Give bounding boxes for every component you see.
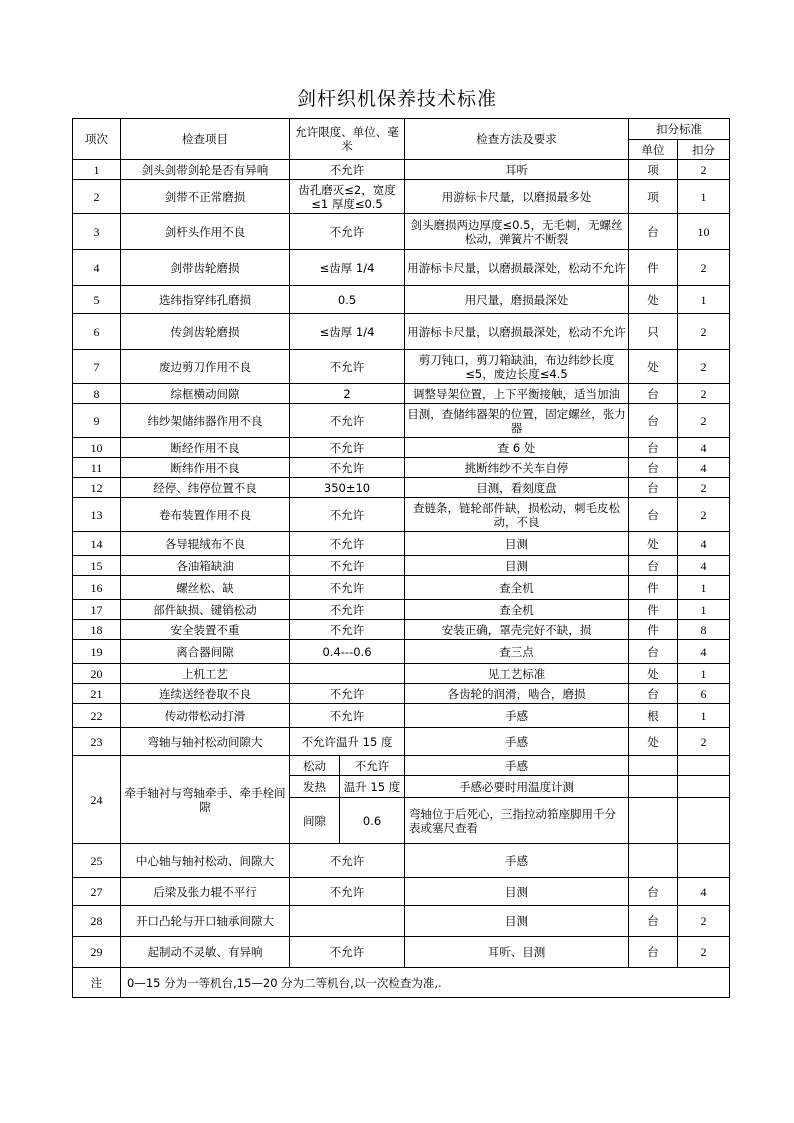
row-method: 安装正确，罩壳完好不缺，损 [405,620,629,640]
row-unit: 件 [629,576,678,600]
table-row [73,250,730,286]
row-limit: 不允许 [290,532,405,556]
row-method: 手感 [405,704,629,728]
row-limit: 不允许 [290,878,405,906]
row-no: 13 [73,498,121,532]
row-points: 2 [678,250,730,286]
row-points: 2 [678,906,730,937]
row-points: 4 [678,556,730,576]
row-points: 4 [678,640,730,664]
row-method: 目测，看刻度盘 [405,478,629,498]
row-item: 连续送经卷取不良 [121,684,290,704]
row-item: 中心轴与轴衬松动、间隙大 [121,844,290,878]
row-points [678,756,730,776]
row-points: 2 [678,384,730,404]
row-method: 目测，查储纬器架的位置，固定螺丝，张力器 [405,404,629,438]
row-method: 手感必要时用温度计测 [405,776,629,798]
row-method: 查三点 [405,640,629,664]
row-no: 25 [73,844,121,878]
row-no: 7 [73,350,121,384]
row-unit: 台 [629,640,678,664]
row-item: 起制动不灵敏、有异响 [121,937,290,968]
row-unit: 台 [629,556,678,576]
row-points: 4 [678,438,730,458]
row-unit [629,776,678,798]
row-no: 23 [73,728,121,756]
row-limit [290,664,405,684]
row-unit: 台 [629,438,678,458]
header-limit: 允许限度、单位、毫米 [290,119,405,160]
row-unit: 处 [629,286,678,314]
table-row [73,906,730,937]
row-item: 上机工艺 [121,664,290,684]
row-no: 21 [73,684,121,704]
row-no: 12 [73,478,121,498]
row-no: 18 [73,620,121,640]
row-item: 传剑齿轮磨损 [121,314,290,350]
row-item: 开口凸轮与开口轴承间隙大 [121,906,290,937]
row-no: 17 [73,600,121,620]
row-item: 卷布装置作用不良 [121,498,290,532]
table-row [73,286,730,314]
row-limit: 不允许 [290,458,405,478]
row-limit: 不允许 [290,844,405,878]
row-item: 断纬作用不良 [121,458,290,478]
row-item: 综框横动间隙 [121,384,290,404]
row-points [678,844,730,878]
row-item: 选纬指穿纬孔磨损 [121,286,290,314]
row-points: 2 [678,728,730,756]
row-item: 各油箱缺油 [121,556,290,576]
row-method: 目测 [405,556,629,576]
row-no: 20 [73,664,121,684]
table-row [73,844,730,878]
row-limit: 不允许 [290,214,405,250]
row-no: 27 [73,878,121,906]
row-limit: 不允许 [290,498,405,532]
row-item: 剑带不正常磨损 [121,180,290,214]
row-limit: 350±10 [290,478,405,498]
row-unit: 根 [629,704,678,728]
row-method: 目测 [405,532,629,556]
table-row [73,576,730,600]
row-limit: 不允许温升 15 度 [290,728,405,756]
row-unit: 台 [629,458,678,478]
row-item: 剑头剑带剑轮是否有异响 [121,160,290,180]
note-row [73,968,730,998]
row-points: 2 [678,478,730,498]
row-unit: 台 [629,937,678,968]
row-unit: 项 [629,160,678,180]
row-points: 6 [678,684,730,704]
row-no: 8 [73,384,121,404]
table-row [73,384,730,404]
row-points: 2 [678,160,730,180]
row-limit: 0.4---0.6 [290,640,405,664]
table-row [73,756,730,776]
row-item: 各导辊绒布不良 [121,532,290,556]
row-method: 耳听 [405,160,629,180]
row-points: 1 [678,576,730,600]
row-method: 查全机 [405,600,629,620]
row-unit: 项 [629,180,678,214]
row-unit: 件 [629,620,678,640]
row-no: 2 [73,180,121,214]
row-no: 3 [73,214,121,250]
row-unit: 处 [629,532,678,556]
table-row [73,937,730,968]
table-row [73,160,730,180]
row-item: 纬纱架储纬器作用不良 [121,404,290,438]
table-row [73,180,730,214]
row-unit: 件 [629,250,678,286]
row-points: 1 [678,664,730,684]
row-no: 24 [73,756,121,844]
row-method: 查 6 处 [405,438,629,458]
row-unit: 台 [629,404,678,438]
row-item: 部件缺损、键销松动 [121,600,290,620]
row-item: 螺丝松、缺 [121,576,290,600]
row-unit: 件 [629,600,678,620]
table-row [73,438,730,458]
table-row [73,532,730,556]
row-points: 1 [678,704,730,728]
row-method: 目测 [405,906,629,937]
row-limit: 不允许 [290,620,405,640]
row-method: 用尺量，磨损最深处 [405,286,629,314]
row-points: 4 [678,458,730,478]
row-no: 1 [73,160,121,180]
row-item: 剑杆头作用不良 [121,214,290,250]
row-no: 9 [73,404,121,438]
row-item: 经停、纬停位置不良 [121,478,290,498]
header-item: 检查项目 [121,119,290,160]
row-method: 手感 [405,756,629,776]
row-no: 10 [73,438,121,458]
row-points: 1 [678,180,730,214]
row-points: 10 [678,214,730,250]
row-item: 传动带松动打滑 [121,704,290,728]
row-unit [629,798,678,844]
table-row [73,664,730,684]
row-method: 各齿轮的润滑，啮合，磨损 [405,684,629,704]
row-limit: 温升 15 度 [340,776,405,798]
row-method: 剑头磨损两边厚度≤0.5，无毛刺，无螺丝松动，弹簧片不断裂 [405,214,629,250]
table-row [73,478,730,498]
row-item: 废边剪刀作用不良 [121,350,290,384]
header-points: 扣分 [678,140,730,160]
row-method: 弯轴位于后死心，三指拉动筘座脚用千分表或塞尺查看 [405,798,629,844]
row-unit: 只 [629,314,678,350]
row-method: 目测 [405,878,629,906]
row-method: 用游标卡尺量，以磨损最深处，松动不允许 [405,250,629,286]
row-limit [290,906,405,937]
table-row [73,728,730,756]
row-points: 2 [678,404,730,438]
table-row [73,350,730,384]
header-unit: 单位 [629,140,678,160]
row-limit: 不允许 [290,704,405,728]
row-method: 用游标卡尺量，以磨损最深处，松动不允许 [405,314,629,350]
row-unit: 台 [629,684,678,704]
table-row [73,620,730,640]
table-row [73,600,730,620]
header-method: 检查方法及要求 [405,119,629,160]
note-text: 0—15 分为一等机台,15—20 分为二等机台,以一次检查为准,. [121,968,730,998]
table-row [73,640,730,664]
row-unit: 台 [629,478,678,498]
row-no: 11 [73,458,121,478]
row-limit: 不允许 [290,600,405,620]
row-method: 用游标卡尺量，以磨损最多处 [405,180,629,214]
row-no: 14 [73,532,121,556]
row-points: 2 [678,314,730,350]
row-item: 断经作用不良 [121,438,290,458]
table-row [73,314,730,350]
row-limit: 0.5 [290,286,405,314]
row-no: 29 [73,937,121,968]
row-subtype: 间隙 [290,798,340,844]
row-no: 16 [73,576,121,600]
row-limit: 不允许 [290,438,405,458]
row-unit [629,844,678,878]
row-unit: 处 [629,664,678,684]
row-item: 后梁及张力辊不平行 [121,878,290,906]
row-points: 1 [678,600,730,620]
row-item: 离合器间隙 [121,640,290,664]
header-no: 项次 [73,119,121,160]
row-limit: 不允许 [290,576,405,600]
row-item: 安全装置不重 [121,620,290,640]
row-points: 2 [678,498,730,532]
row-points: 4 [678,532,730,556]
row-no: 19 [73,640,121,664]
row-limit: ≤齿厚 1/4 [290,250,405,286]
row-method: 见工艺标准 [405,664,629,684]
row-subtype: 松动 [290,756,340,776]
row-method: 剪刀钝口，剪刀箱缺油，布边纬纱长度≤5，废边长度≤4.5 [405,350,629,384]
row-unit: 台 [629,878,678,906]
row-limit: 不允许 [290,404,405,438]
row-unit: 台 [629,498,678,532]
row-method: 耳听、目测 [405,937,629,968]
row-no: 22 [73,704,121,728]
row-limit: 不允许 [290,684,405,704]
table-row [73,878,730,906]
row-points [678,776,730,798]
table-row [73,684,730,704]
row-item: 牵手轴衬与弯轴牵手、牵手栓间隙 [121,756,290,844]
row-no: 15 [73,556,121,576]
row-limit: 不允许 [290,937,405,968]
row-unit: 处 [629,350,678,384]
row-item: 剑带齿轮磨损 [121,250,290,286]
row-points: 2 [678,350,730,384]
row-method: 手感 [405,728,629,756]
table-row [73,556,730,576]
row-unit [629,756,678,776]
row-points: 2 [678,937,730,968]
row-limit: 2 [290,384,405,404]
row-limit: 不允许 [290,556,405,576]
row-method: 挑断纬纱不关车自停 [405,458,629,478]
row-points [678,798,730,844]
row-unit: 台 [629,384,678,404]
table-row [73,214,730,250]
row-limit: 0.6 [340,798,405,844]
row-no: 4 [73,250,121,286]
page-title: 剑杆织机保养技术标准 [296,88,497,110]
row-item: 弯轴与轴衬松动间隙大 [121,728,290,756]
table-row [73,498,730,532]
row-unit: 处 [629,728,678,756]
row-limit: 齿孔磨灭≤2，宽度≤1 厚度≤0.5 [290,180,405,214]
row-no: 6 [73,314,121,350]
table-row [73,458,730,478]
row-points: 1 [678,286,730,314]
row-limit: 不允许 [290,350,405,384]
row-unit: 台 [629,906,678,937]
row-points: 4 [678,878,730,906]
row-method: 调整导架位置，上下平衡接触，适当加油 [405,384,629,404]
row-no: 28 [73,906,121,937]
table-row [73,404,730,438]
row-limit: ≤齿厚 1/4 [290,314,405,350]
row-subtype: 发热 [290,776,340,798]
header-deduct: 扣分标准 [629,119,730,140]
row-unit: 台 [629,214,678,250]
row-limit: 不允许 [290,160,405,180]
row-method: 查全机 [405,576,629,600]
standards-table [72,118,730,998]
row-method: 查链条，链轮部件缺，损松动，刺毛皮松动，不良 [405,498,629,532]
row-points: 8 [678,620,730,640]
row-no: 5 [73,286,121,314]
note-label: 注 [73,968,121,998]
row-limit: 不允许 [340,756,405,776]
row-method: 手感 [405,844,629,878]
table-row [73,704,730,728]
